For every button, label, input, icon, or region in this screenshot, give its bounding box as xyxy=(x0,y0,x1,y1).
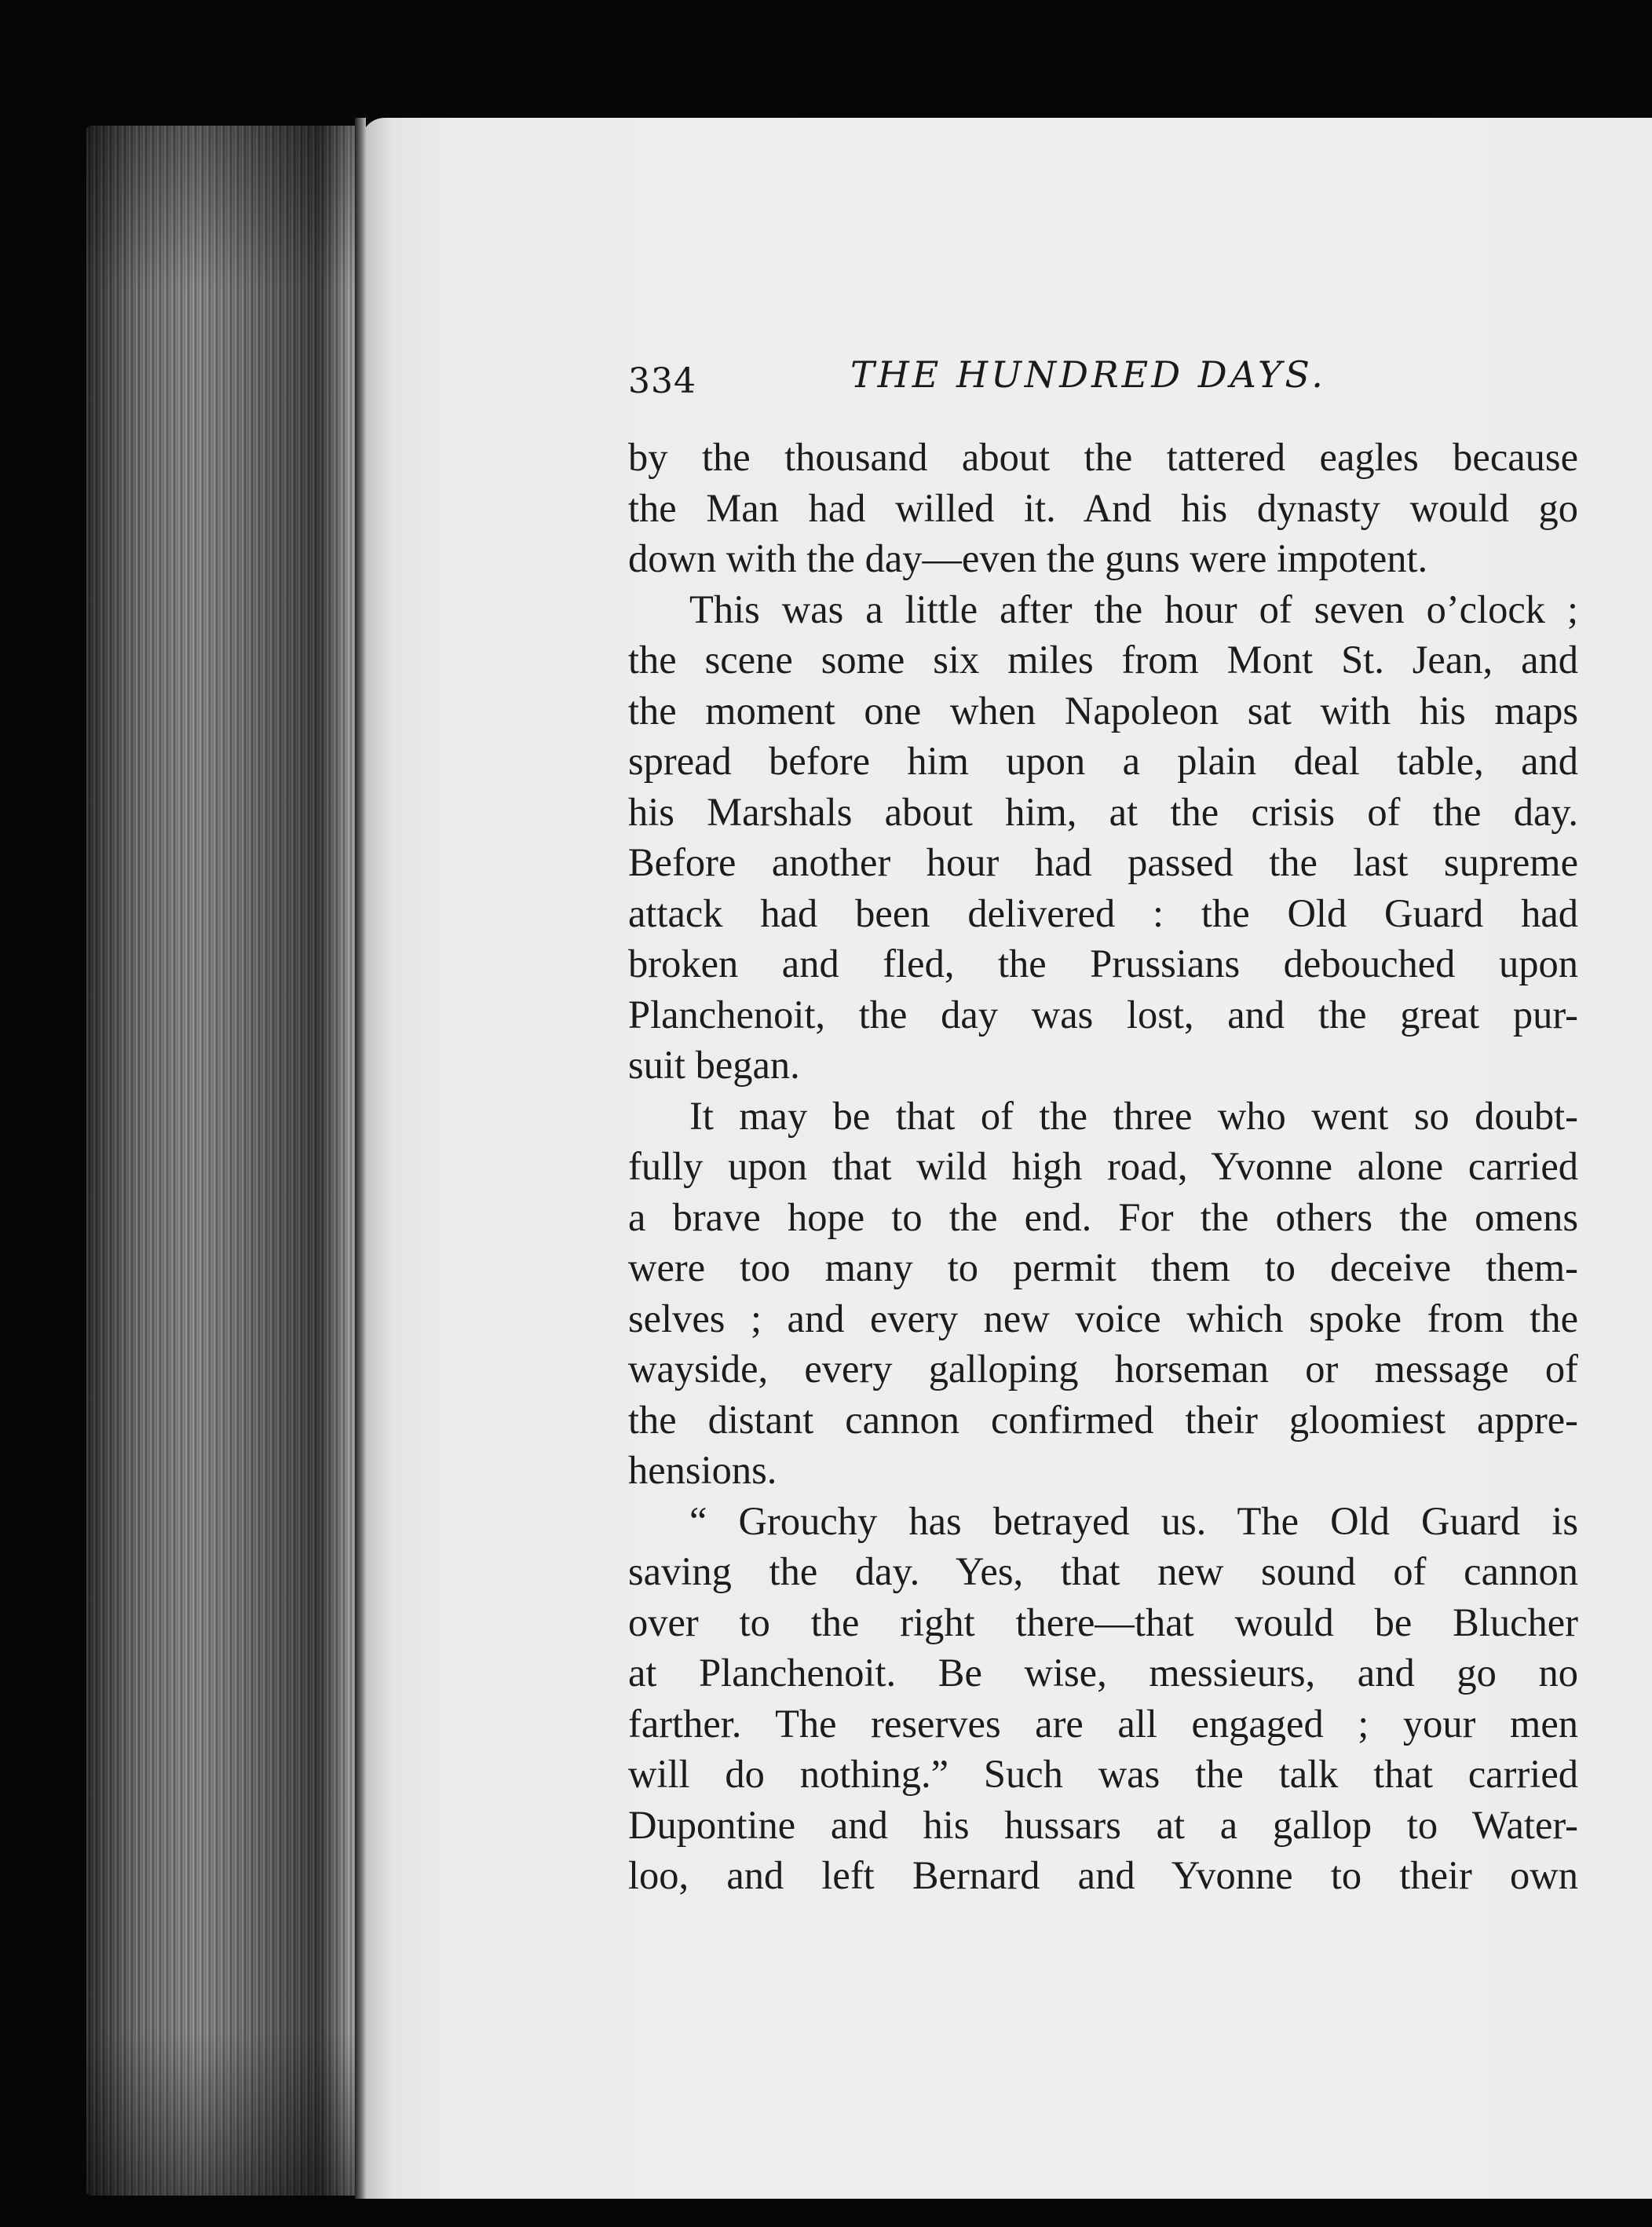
text-line: his Marshals about him, at the crisis of the day. xyxy=(628,789,1578,834)
text-line: attack had been delivered : the Old Guard had xyxy=(628,890,1578,935)
running-header xyxy=(628,346,1586,408)
text-line: hensions. xyxy=(628,1448,777,1492)
text-line: Planchenoit, the day was lost, and the great pur- xyxy=(628,992,1578,1037)
text-line: were too many to permit them to deceive them- xyxy=(628,1245,1578,1289)
text-line: the moment one when Napoleon sat with his maps xyxy=(628,688,1578,733)
text-line: “ Grouchy has betrayed us. The Old Guard is xyxy=(689,1498,1578,1543)
text-line: the scene some six miles from Mont St. Jean, and xyxy=(628,638,1578,682)
text-line: farther. The reserves are all engaged ; your men xyxy=(628,1701,1578,1746)
text-line: saving the day. Yes, that new sound of cannon xyxy=(628,1549,1578,1593)
text-line: Before another hour had passed the last supreme xyxy=(628,840,1578,884)
body-text xyxy=(628,432,1578,1901)
text-line: loo, and left Bernard and Yvonne to their own xyxy=(628,1853,1578,1897)
page-edges-shadow xyxy=(86,126,361,2196)
running-title: THE HUNDRED DAYS. xyxy=(850,353,1326,396)
text-line: This was a little after the hour of seven o’clock ; xyxy=(689,587,1578,631)
text-line: down with the day—even the guns were impotent. xyxy=(628,536,1428,580)
text-line: Dupontine and his hussars at a gallop to Water- xyxy=(628,1802,1578,1847)
text-line: It may be that of the three who went so doubt- xyxy=(689,1093,1578,1138)
text-line: at Planchenoit. Be wise, messieurs, and go no xyxy=(628,1651,1578,1695)
text-line: by the thousand about the tattered eagles because xyxy=(628,435,1578,479)
text-line: broken and fled, the Prussians debouched upon xyxy=(628,942,1578,986)
text-line: wayside, every galloping horseman or message of xyxy=(628,1347,1578,1391)
text-line: over to the right there—that would be Blucher xyxy=(628,1600,1578,1644)
text-line: fully upon that wild high road, Yvonne alone carried xyxy=(628,1144,1578,1188)
text-line: will do nothing.” Such was the talk that carried xyxy=(628,1752,1578,1796)
page-number: 334 xyxy=(628,361,696,401)
text-line: selves ; and every new voice which spoke from the xyxy=(628,1296,1578,1340)
text-line: the distant cannon confirmed their gloomiest appre- xyxy=(628,1397,1578,1442)
page-gutter-shadow xyxy=(355,118,366,2199)
text-line: the Man had willed it. And his dynasty would go xyxy=(628,485,1578,530)
text-line: a brave hope to the end. For the others the omens xyxy=(628,1194,1578,1239)
text-line: spread before him upon a plain deal table, and xyxy=(628,739,1578,783)
text-line: suit began. xyxy=(628,1043,800,1087)
